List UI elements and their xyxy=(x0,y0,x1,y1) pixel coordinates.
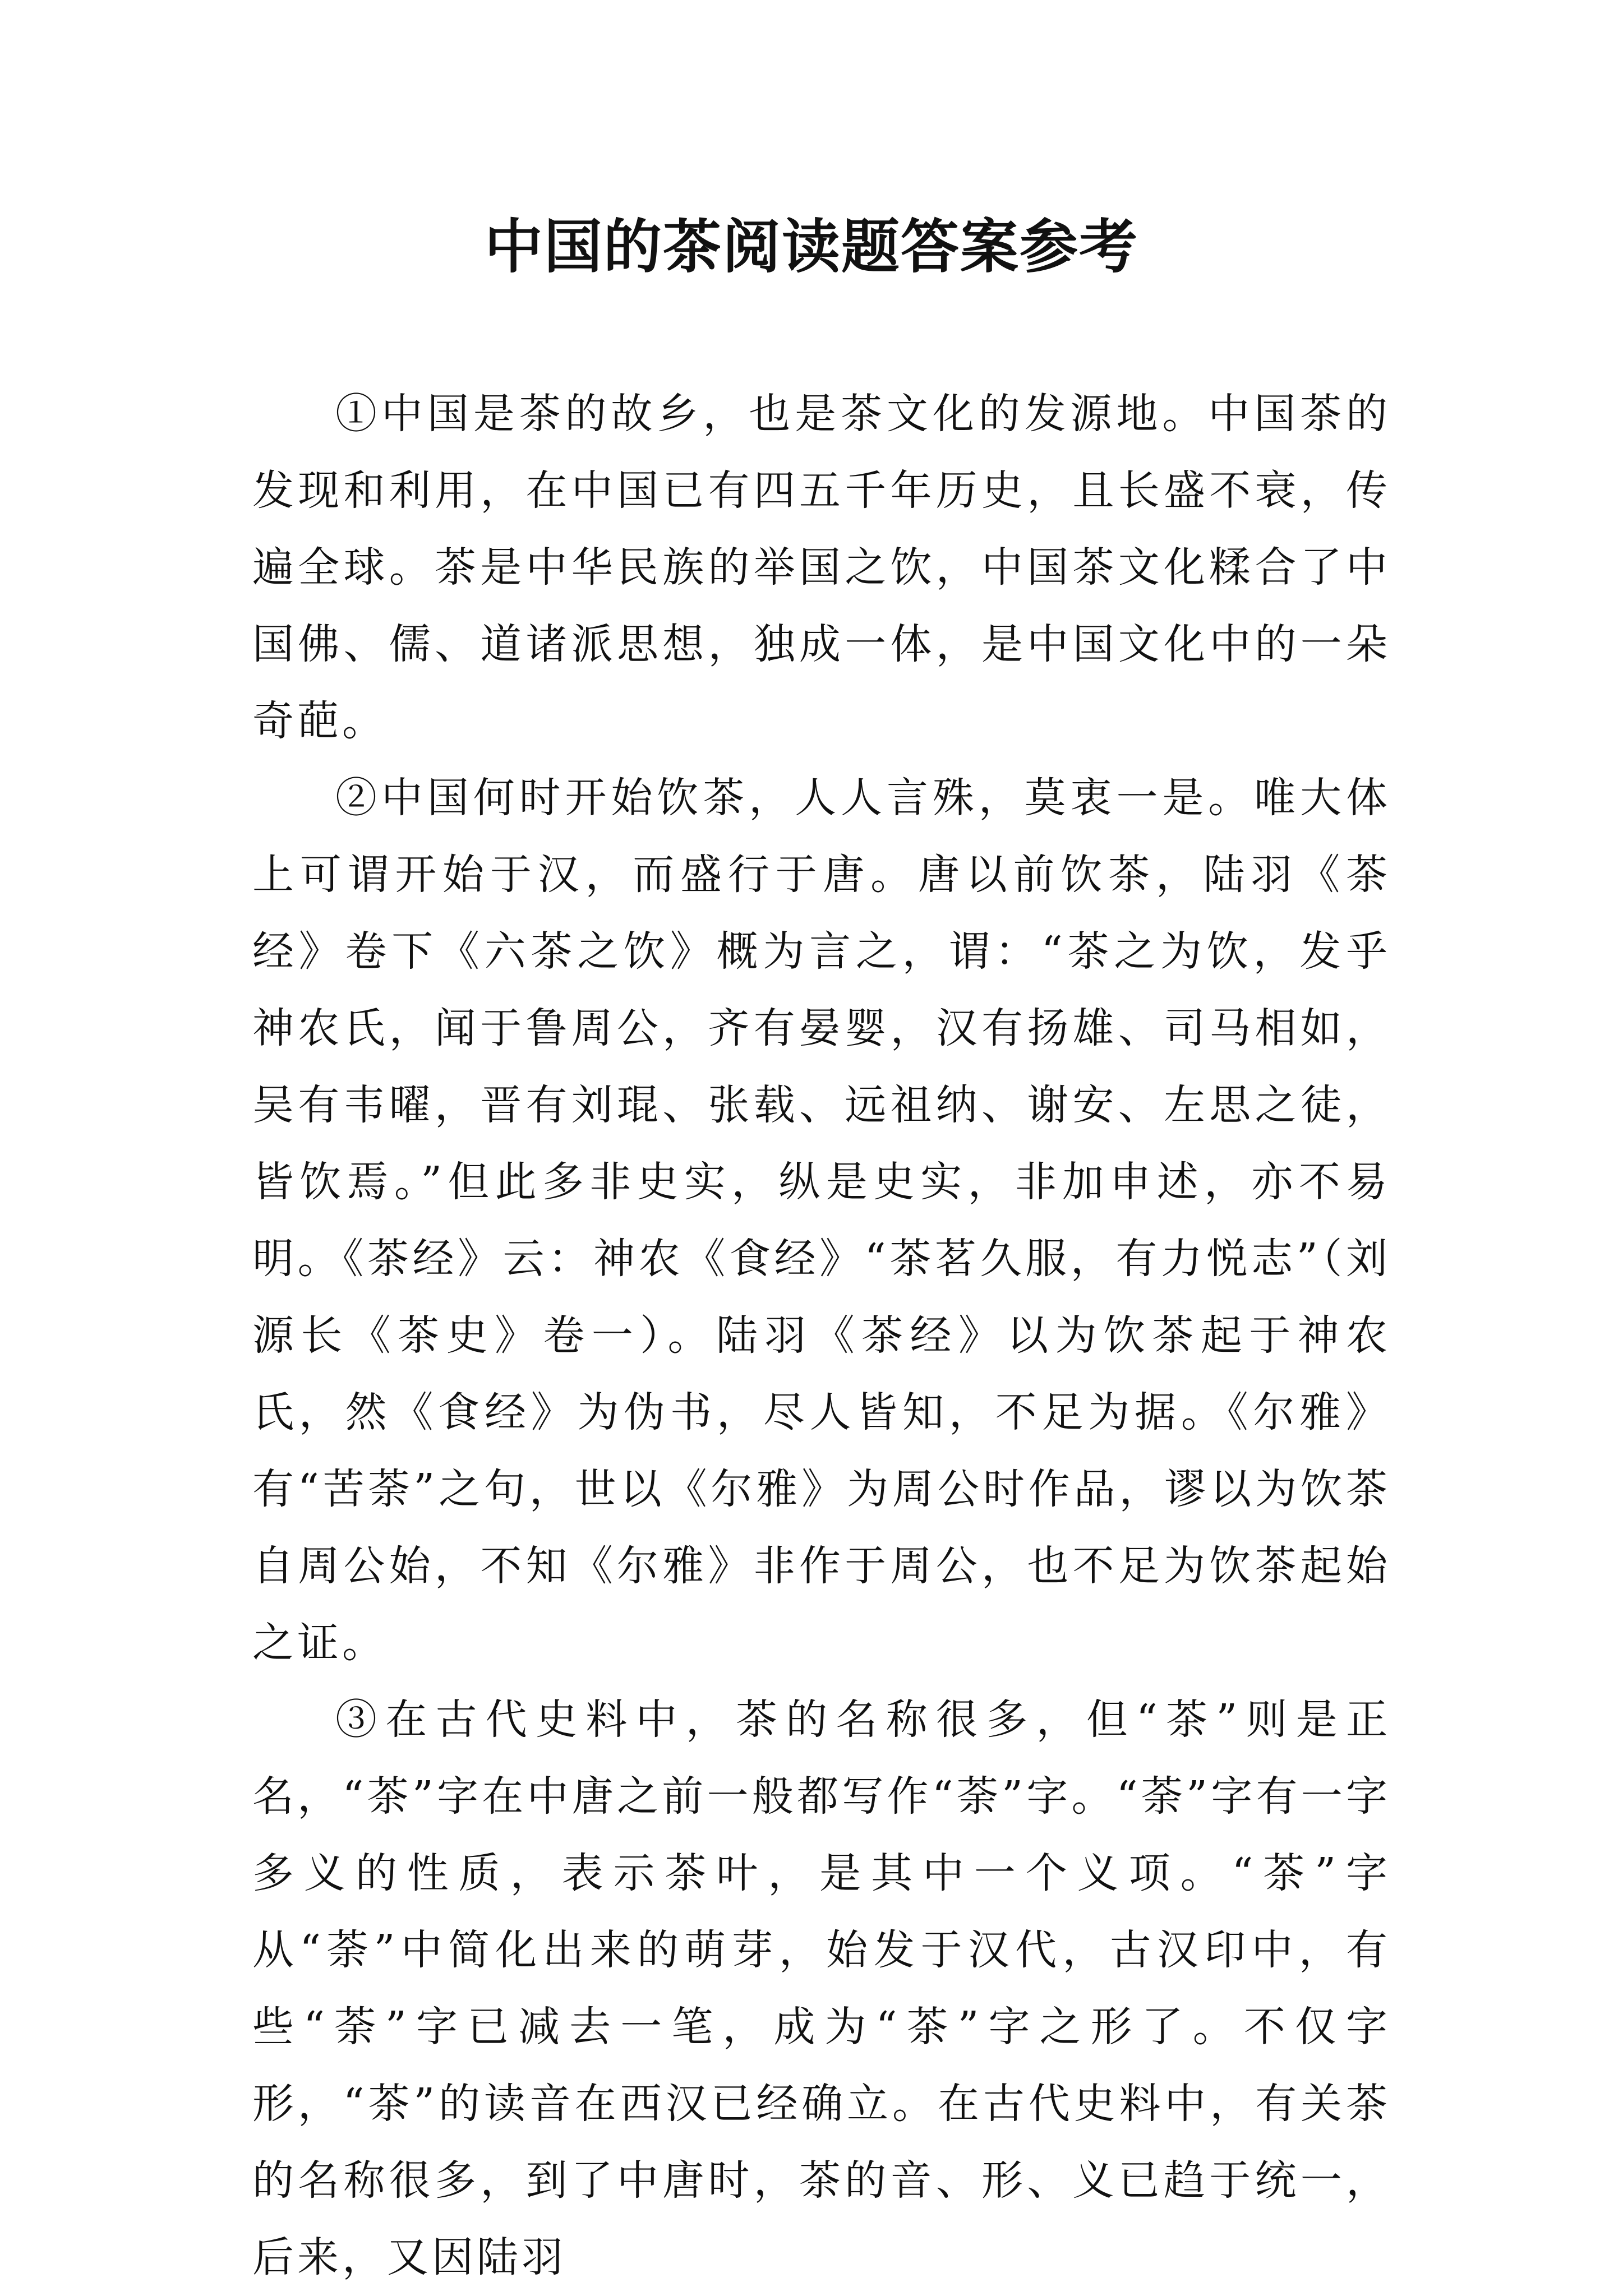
paragraph-3: ③在古代史料中，茶的名称很多，但“茶”则是正名，“茶”字在中唐之前一般都写作“荼”字。“荼”字有一字多义的性质，表示茶叶，是其中一个义项。“茶”字从“荼”中简化出来的萌芽，始发于汉代，古汉印中，有些“荼”字已减去一笔，成为“茶”字之形了。不仅字形，“茶”的读音在西汉已经确立。在古代史料中，有关茶的名称很多，到了中唐时，茶的音、形、义已趋于统一，后来，又因陆羽 xyxy=(252,1696,1391,2281)
paragraph-2: ②中国何时开始饮茶，人人言殊，莫衷一是。唯大体上可谓开始于汉，而盛行于唐。唐以前饮茶，陆羽《茶经》卷下《六茶之饮》概为言之，谓：“茶之为饮，发乎神农氏，闻于鲁周公，齐有晏婴，汉有扬雄、司马相如，吴有韦曜，晋有刘琨、张载、远祖纳、谢安、左思之徒，皆饮焉。”但此多非史实，纵是史实，非加申述，亦不易明。《茶经》云：神农《食经》“茶茗久服，有力悦志”（刘源长《茶史》卷一）。陆羽《茶经》以为饮茶起于神农氏，然《食经》为伪书，尽人皆知，不足为据。《尔雅》有“苦荼”之句，世以《尔雅》为周公时作品，谬以为饮茶自周公始，不知《尔雅》非作于周公，也不足为饮茶起始之证。 xyxy=(252,774,1391,1667)
paragraph-1: ①中国是茶的故乡，也是茶文化的发源地。中国茶的发现和利用，在中国已有四五千年历史，且长盛不衰，传遍全球。茶是中华民族的举国之饮，中国茶文化糅合了中国佛、儒、道诸派思想，独成一体，是中国文化中的一朵奇葩。 xyxy=(252,390,1391,745)
document-title: 中国的茶阅读题答案参考 xyxy=(484,212,1138,281)
document-body xyxy=(252,376,1391,2296)
